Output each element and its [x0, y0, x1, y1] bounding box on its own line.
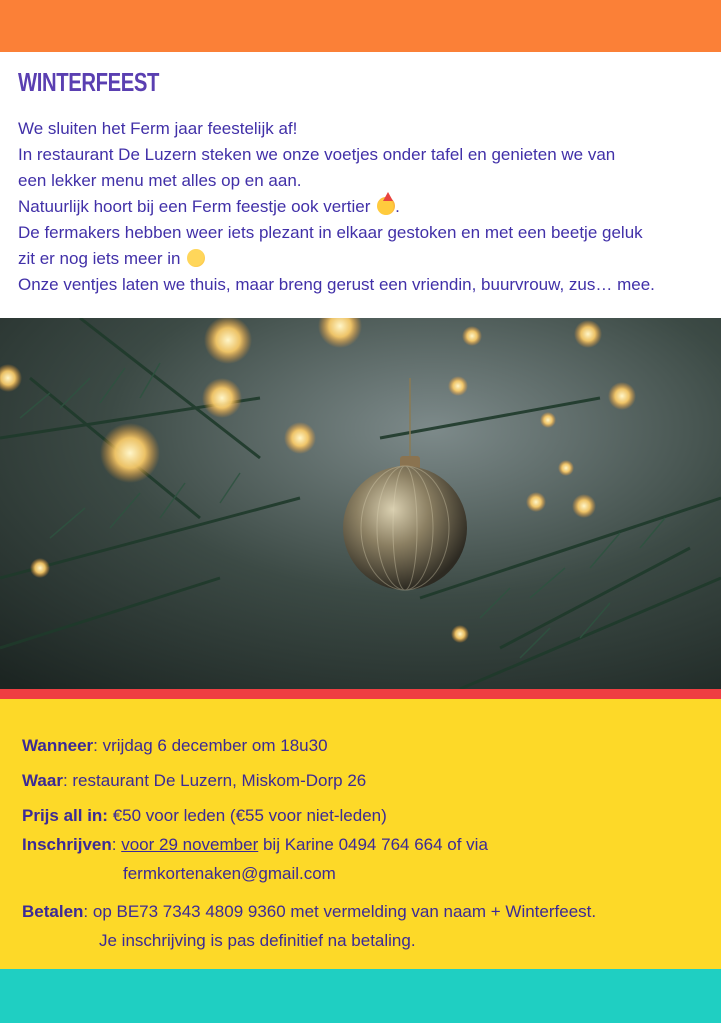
intro-line-text: zit er nog iets meer in	[18, 249, 181, 268]
intro-line-end: .	[395, 197, 400, 216]
intro-line: een lekker menu met alles op en aan.	[18, 171, 302, 190]
detail-label: Betalen	[22, 902, 84, 921]
detail-register	[22, 832, 488, 858]
page-title: WINTERFEEST	[18, 67, 160, 97]
register-deadline: voor 29 november	[121, 835, 259, 854]
intro-line: De fermakers hebben weer iets plezant in elkaar gestoken en met een beetje geluk	[18, 223, 643, 242]
detail-label: Waar	[22, 771, 63, 790]
detail-colon: :	[111, 835, 122, 854]
intro-line-text: Natuurlijk hoort bij een Ferm feestje ook vertier	[18, 197, 371, 216]
intro-line: Onze ventjes laten we thuis, maar breng gerust een vriendin, buurvrouw, zus… mee.	[18, 275, 655, 294]
detail-label: Wanneer	[22, 736, 94, 755]
detail-label: Inschrijven	[22, 835, 112, 854]
christmas-tree-image	[0, 318, 721, 689]
detail-pay	[22, 899, 596, 925]
partying-face-icon	[377, 197, 395, 215]
detail-when	[22, 733, 328, 759]
pay-note: Je inschrijving is pas definitief na betaling.	[99, 931, 416, 950]
detail-label: Prijs all in:	[22, 806, 108, 825]
intro-line	[18, 194, 718, 220]
top-orange-band	[0, 0, 721, 52]
intro-line: We sluiten het Ferm jaar feestelijk af!	[18, 119, 298, 138]
winking-face-icon	[187, 249, 205, 267]
christmas-tree-photo	[0, 318, 721, 689]
detail-value: bij Karine 0494 764 664 of via	[258, 835, 488, 854]
intro-line	[18, 246, 718, 272]
detail-value: : restaurant De Luzern, Miskom-Dorp 26	[62, 771, 367, 790]
intro-text	[18, 116, 718, 298]
intro-line: In restaurant De Luzern steken we onze voetjes onder tafel en genieten we van	[18, 145, 616, 164]
register-email: fermkortenaken@gmail.com	[123, 864, 336, 883]
red-divider-band	[0, 689, 721, 699]
detail-where	[22, 768, 366, 794]
detail-value: : vrijdag 6 december om 18u30	[93, 736, 328, 755]
detail-value: €50 voor leden (€55 voor niet-leden)	[107, 806, 387, 825]
detail-value: : op BE73 7343 4809 9360 met vermelding van naam + Winterfeest.	[83, 902, 597, 921]
bottom-teal-band	[0, 969, 721, 1023]
detail-price	[22, 803, 387, 829]
